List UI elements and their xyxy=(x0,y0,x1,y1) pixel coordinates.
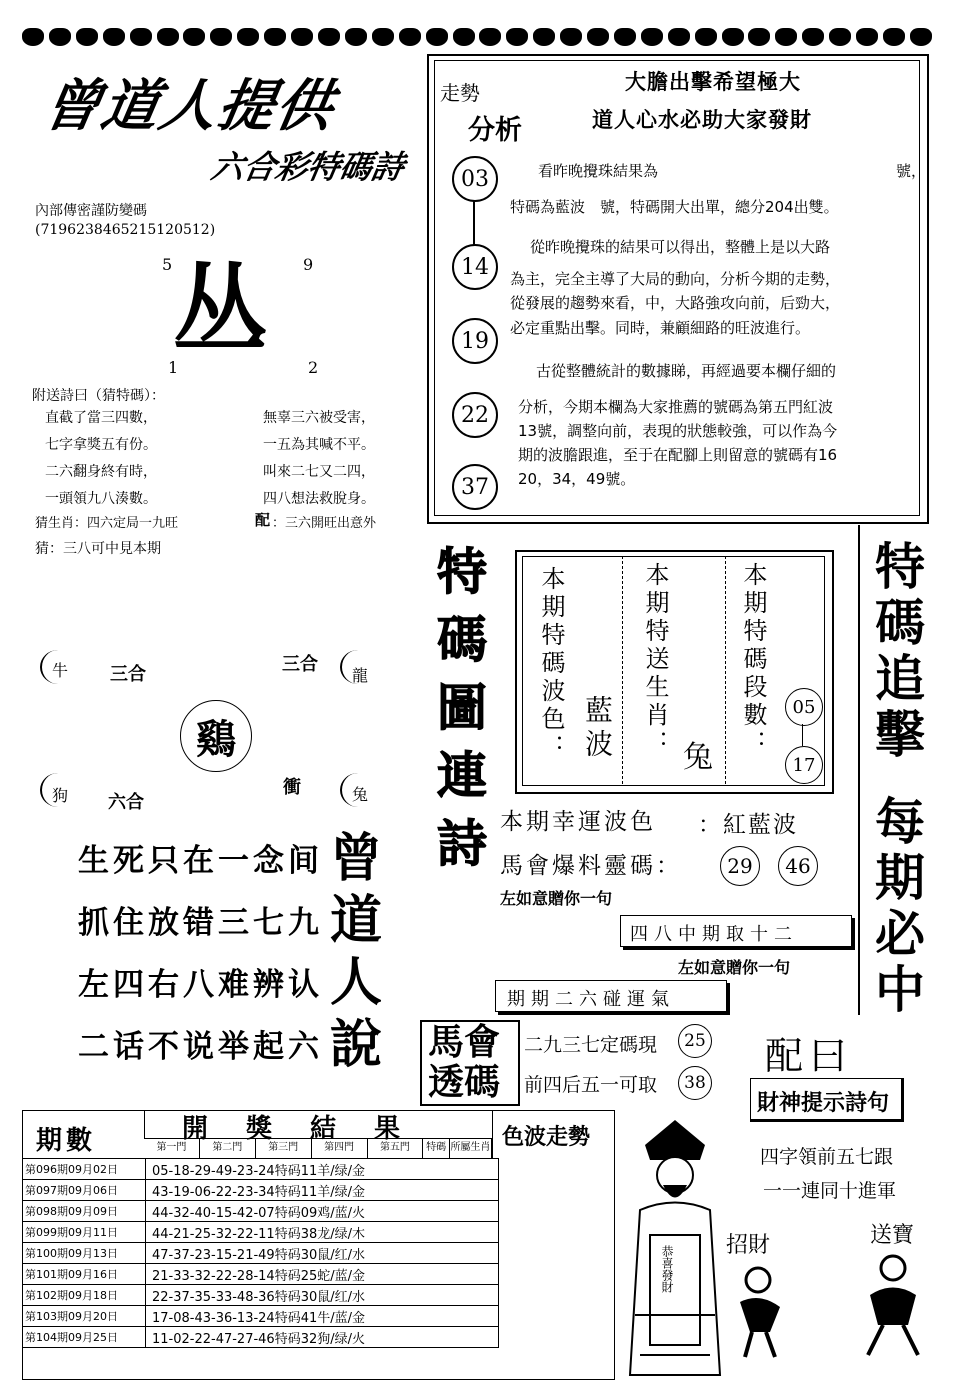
para-line: 20，34，49號。 xyxy=(518,470,636,488)
analysis-label-top: 走勢 xyxy=(440,81,480,105)
saying-side xyxy=(330,828,382,1076)
trend-cell xyxy=(499,1159,615,1180)
ball-05 xyxy=(785,688,823,726)
table-row xyxy=(23,1201,615,1222)
color-trend-header: 色波走勢 xyxy=(502,1125,591,1150)
trend-cell xyxy=(499,1327,615,1348)
bull-head-icon xyxy=(291,28,313,46)
para-line: 期的波膽跟進，至于在配腳上則留意的號碼有16 xyxy=(518,446,838,464)
trend-cell xyxy=(499,1243,615,1264)
secret-code: (719623846521512051​2) xyxy=(35,222,216,238)
guess-line: 猜：三八可中見本期 xyxy=(35,541,161,557)
bull-head-icon xyxy=(76,28,98,46)
caishen-line-1: 四字領前五七跟 xyxy=(760,1146,894,1168)
trend-cell xyxy=(499,1264,615,1285)
para-line: 從昨晚攪珠的結果可以得出，整體上是以大路 xyxy=(530,238,831,256)
bull-head-icon xyxy=(157,28,179,46)
column-3-label: 本期特碼段數： xyxy=(739,562,767,758)
bull-head-icon xyxy=(614,28,636,46)
zhaocai-label: 招財 xyxy=(726,1233,771,1258)
bull-head-icon xyxy=(426,28,448,46)
bull-head-icon xyxy=(560,28,582,46)
ball-number: 19 xyxy=(461,328,489,354)
ball-number: 46 xyxy=(785,854,811,878)
number-bl: 1 xyxy=(168,358,179,377)
vertical-title: 特碼圖連詩 xyxy=(429,545,488,885)
ball-number: 14 xyxy=(461,254,489,280)
saying-box-2-text: 期期二六碰運氣 xyxy=(507,989,675,1010)
mahui-label xyxy=(428,1022,512,1102)
para-line: 看昨晚攪珠結果為 xyxy=(538,162,659,180)
rooster-circle xyxy=(180,700,252,772)
liuhe-label: 六合 xyxy=(108,792,144,813)
column-divider xyxy=(725,556,726,784)
period-cell: 第101期09月16日 xyxy=(23,1264,146,1285)
pei-ri: 配曰 xyxy=(765,1034,854,1078)
poem-line: 無辜三六被受害， xyxy=(263,410,375,426)
trend-cell xyxy=(499,1306,615,1327)
child-icon-left xyxy=(730,1262,790,1366)
chase-title-a: 特碼追擊 xyxy=(867,540,925,764)
table-row xyxy=(23,1285,615,1306)
ball-number: 38 xyxy=(684,1073,706,1093)
column-header: 所屬生肖 xyxy=(450,1138,492,1158)
result-cell: 43-19-06-22-23-34特码11羊/绿/金 xyxy=(146,1180,499,1201)
bull-head-icon xyxy=(479,28,501,46)
gift-line-2: 左如意贈你一句 xyxy=(678,958,791,977)
period-cell: 第100期09月13日 xyxy=(23,1243,146,1264)
bull-head-icon xyxy=(910,28,932,46)
caishen-line-2: 一一連同十進軍 xyxy=(763,1180,897,1202)
saying-lines xyxy=(78,830,323,1078)
saying-side-char: 人 xyxy=(330,952,383,1013)
ball-number: 25 xyxy=(684,1031,706,1051)
bull-head-icon xyxy=(775,28,797,46)
poem-line: 七字拿獎五有份。 xyxy=(45,437,157,453)
period-cell: 第104期09月25日 xyxy=(23,1327,146,1348)
ball-2 xyxy=(452,244,498,290)
column-2-value: 兔 xyxy=(683,740,713,775)
kaijiang-header: 開 獎 結 果 xyxy=(182,1114,407,1144)
column-header: 特碼 xyxy=(423,1138,449,1158)
result-cell: 05-18-29-49-23-24特码11羊/绿/金 xyxy=(146,1159,499,1180)
column-header: 第四門 xyxy=(312,1138,368,1158)
saying-side-char: 道 xyxy=(330,890,383,951)
saying-side-char: 曾 xyxy=(330,828,383,889)
result-cell: 22-37-35-33-48-36特码30鼠/红/水 xyxy=(146,1285,499,1306)
bull-head-icon xyxy=(722,28,744,46)
table-row xyxy=(23,1159,615,1180)
secret-line: 內部傳密謹防變碼 xyxy=(35,203,147,219)
mahui-line-1: 二九三七定碼現 xyxy=(524,1034,658,1056)
period-cell: 第098期09月09日 xyxy=(23,1201,146,1222)
bull-head-icon xyxy=(802,28,824,46)
para-line: 特碼為藍波 號，特碼開大出單，總分204出雙。 xyxy=(510,198,839,216)
poem-line: 一頭領九八湊數。 xyxy=(45,491,157,507)
hot-ball-1 xyxy=(720,846,760,886)
result-cell: 21-33-32-22-28-14特码25蛇/蓝/金 xyxy=(146,1264,499,1285)
bull-head-icon xyxy=(533,28,555,46)
poem-line: 二六翻身終有時， xyxy=(45,464,157,480)
ball-number: 37 xyxy=(461,474,489,500)
number-tr: 9 xyxy=(303,255,314,274)
poem-left xyxy=(45,405,157,513)
pei-text: ：三六開旺出意外 xyxy=(272,516,377,531)
para-line: 古從整體統計的數據睇，再經過要本欄仔細的 xyxy=(536,362,837,380)
mahui-ball-2 xyxy=(678,1066,712,1100)
saying-side-char: 說 xyxy=(330,1014,383,1075)
result-cell: 17-08-43-36-13-24特码41牛/蓝/金 xyxy=(146,1306,499,1327)
songbao-label: 送寶 xyxy=(870,1223,915,1248)
bull-head-icon xyxy=(22,28,44,46)
bull-head-icon xyxy=(748,28,770,46)
top-border xyxy=(22,28,932,48)
mahui-ball-1 xyxy=(678,1024,712,1058)
rooster-label: 鷄 xyxy=(196,715,236,763)
table-row xyxy=(23,1264,615,1285)
result-cell: 47-37-23-15-21-49特码30鼠/红/水 xyxy=(146,1243,499,1264)
bull-head-icon xyxy=(668,28,690,46)
bull-head-icon xyxy=(829,28,851,46)
result-cell: 11-02-22-47-27-46特码32狗/绿/火 xyxy=(146,1327,499,1348)
poem-line: 一五為其喊不平。 xyxy=(263,437,375,453)
table-row xyxy=(23,1327,615,1348)
bull-head-icon xyxy=(856,28,878,46)
bull-head-icon xyxy=(318,28,340,46)
column-header: 第二門 xyxy=(200,1138,256,1158)
poem-line: 四八想法救脫身。 xyxy=(263,491,375,507)
bull-head-icon xyxy=(103,28,125,46)
rabbit-label: 兔 xyxy=(352,785,369,804)
child-icon-right xyxy=(858,1250,928,1364)
column-header: 第三門 xyxy=(256,1138,312,1158)
hot-label: 馬會爆料靈碼： xyxy=(500,853,682,879)
guess-zodiac: 猜生肖：四六定局一九旺 xyxy=(35,516,179,531)
trend-cell xyxy=(499,1285,615,1306)
ball-number: 29 xyxy=(727,854,753,878)
bull-head-icon xyxy=(506,28,528,46)
poem-heading: 附送詩曰（猜特碼）： xyxy=(32,388,165,404)
column-header: 第一門 xyxy=(144,1138,200,1158)
child-icon xyxy=(858,1250,928,1360)
bull-head-icon xyxy=(130,28,152,46)
chase-divider xyxy=(858,525,860,1015)
bull-head-icon xyxy=(883,28,905,46)
column-2-label: 本期特送生肖： xyxy=(641,562,669,758)
result-cell: 44-32-40-15-42-07特码09鸡/蓝/火 xyxy=(146,1201,499,1222)
para-line: 號， xyxy=(896,162,927,180)
ball-connector xyxy=(473,196,475,246)
table-row xyxy=(23,1180,615,1201)
poem-right xyxy=(263,405,375,513)
analysis-head2: 道人心水必助大家發財 xyxy=(592,108,812,132)
caishen-title: 財神提示詩句 xyxy=(757,1091,890,1116)
trend-cell xyxy=(499,1201,615,1222)
table-row xyxy=(23,1306,615,1327)
results-table xyxy=(22,1158,615,1348)
table-row xyxy=(23,1222,615,1243)
trend-cell xyxy=(499,1222,615,1243)
para-line: 分析，今期本欄為大家推薦的號碼為第五門紅波 xyxy=(518,398,834,416)
ball-17 xyxy=(785,746,823,784)
hot-ball-2 xyxy=(778,846,818,886)
ball-number: 17 xyxy=(792,754,816,776)
period-cell: 第097期09月06日 xyxy=(23,1180,146,1201)
ball-3 xyxy=(452,318,498,364)
caishen-plaque: 恭喜發財 xyxy=(660,1245,674,1293)
period-cell: 第102期09月18日 xyxy=(23,1285,146,1306)
gift-line-1: 左如意贈你一句 xyxy=(500,889,613,908)
chong-label: 衝 xyxy=(283,777,301,798)
saying-box-1-text: 四八中期取十二 xyxy=(630,924,798,945)
column-header: 第五門 xyxy=(368,1138,424,1158)
ball-1 xyxy=(452,156,498,202)
page-title: 曾道人提供 xyxy=(38,74,340,139)
column-1-value: 藍波 xyxy=(581,695,614,763)
lucky-label: 本期幸運波色 xyxy=(500,809,656,835)
mahui-line-2: 前四后五一可取 xyxy=(524,1074,658,1096)
bull-head-icon xyxy=(453,28,475,46)
number-br: 2 xyxy=(308,358,319,377)
bull-head-icon xyxy=(587,28,609,46)
ox-label: 牛 xyxy=(52,661,69,680)
result-cell: 44-21-25-32-22-11特码38龙/绿/木 xyxy=(146,1222,499,1243)
ball-5 xyxy=(452,464,498,510)
bull-head-icon xyxy=(210,28,232,46)
para-line: 從發展的趨勢來看，中，大路強攻向前，后勁大， xyxy=(510,294,841,312)
bull-head-icon xyxy=(264,28,286,46)
columns-inner xyxy=(522,556,825,786)
sanhe-left: 三合 xyxy=(110,664,146,685)
big-character: 丛 xyxy=(172,253,268,366)
ball-number: 22 xyxy=(461,402,489,428)
sanhe-right: 三合 xyxy=(282,654,318,675)
bull-head-icon xyxy=(183,28,205,46)
period-cell: 第096期09月02日 xyxy=(23,1159,146,1180)
lucky-value: ：紅藍波 xyxy=(698,812,798,838)
bull-head-icon xyxy=(372,28,394,46)
number-tl: 5 xyxy=(162,255,173,274)
para-line: 為主，完全主導了大局的動向，分析今期的走勢， xyxy=(510,270,841,288)
results-table-wrap xyxy=(22,1110,615,1388)
analysis-label-bottom: 分析 xyxy=(468,115,522,146)
bull-head-icon xyxy=(399,28,421,46)
page-subtitle: 六合彩特碼詩 xyxy=(208,148,408,186)
saying-line: 二话不说举起六 xyxy=(78,1029,323,1065)
poem-line: 直截了當三四數， xyxy=(45,410,157,426)
poem-line: 叫來二七又二四， xyxy=(263,464,375,480)
column-divider xyxy=(622,556,623,784)
para-line: 13號，調整向前，表現的狀態較強，可以作為今 xyxy=(518,422,838,440)
mahui-text: 馬會透碼 xyxy=(428,1021,501,1103)
saying-line: 生死只在一念间 xyxy=(78,843,323,879)
bull-head-icon xyxy=(345,28,367,46)
bull-head-icon xyxy=(641,28,663,46)
chase-title-b: 每期必中 xyxy=(867,795,925,1019)
analysis-head1: 大膽出擊希望極大 xyxy=(625,70,801,94)
dog-label: 狗 xyxy=(52,786,69,805)
child-icon xyxy=(730,1262,790,1362)
table-row xyxy=(23,1243,615,1264)
bull-head-icon xyxy=(49,28,71,46)
period-header: 期數 xyxy=(36,1126,97,1156)
period-cell: 第103期09月20日 xyxy=(23,1306,146,1327)
pei-label: 配 xyxy=(255,511,271,529)
bull-head-icon xyxy=(237,28,259,46)
column-1-label: 本期特碼波色： xyxy=(537,566,565,762)
ball-number: 05 xyxy=(792,696,816,718)
trend-cell xyxy=(499,1180,615,1201)
ball-4 xyxy=(452,392,498,438)
column-headers xyxy=(144,1138,492,1159)
ball-line xyxy=(802,724,803,746)
ball-number: 03 xyxy=(461,166,489,192)
saying-line: 抓住放错三七九 xyxy=(78,905,323,941)
para-line: 必定重點出擊。同時，兼顧細路的旺波進行。 xyxy=(510,319,811,337)
bull-head-icon xyxy=(695,28,717,46)
saying-line: 左四右八难辨认 xyxy=(78,967,323,1003)
dragon-label: 龍 xyxy=(352,666,369,685)
period-cell: 第099期09月11日 xyxy=(23,1222,146,1243)
